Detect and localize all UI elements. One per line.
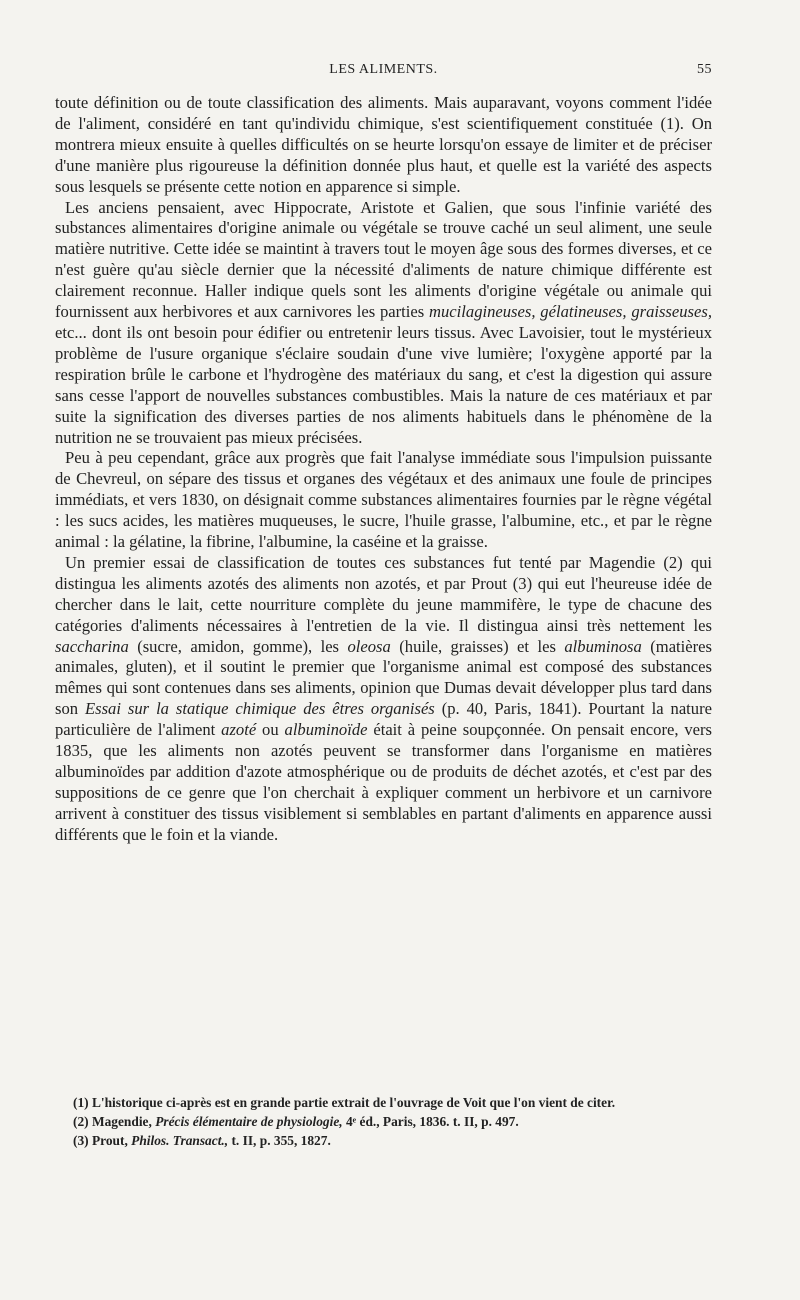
paragraph-4-italic-3: albuminosa	[564, 636, 642, 656]
paragraph-4-italic-4: Essai sur la statique chimique des êtres organisés	[85, 699, 435, 719]
paragraph-4-italic-1: saccharina	[55, 636, 129, 656]
paragraph-4-text-a: Un premier essai de classification de toutes ces substances fut tenté par Magendie (2) qui distingua les aliments azotés des aliments non azotés, et par Prout (3) qui eut l'heureuse idée de chercher dans le lait, cette nourriture complète du jeune mammifère, le type de chacune des catégories d'aliments nécessaires à l'entretien de la vie. Il distingua ainsi très nettement les	[55, 552, 712, 635]
footnote-3	[55, 1131, 712, 1150]
paragraph-4-text-g: était à peine soupçonnée. On pensait encore, vers 1835, que les aliments non azotés peuvent se transformer dans l'organisme en matières albuminoïdes par addition d'azote atmosphérique ou de produits de déchet azotés, et c'est par des suppositions de ce genre que l'on cherchait à expliquer comment un herbivore et un carnivore arrivent à constituer des tissus visiblement si semblables en partant d'aliments en apparence aussi différents que le foin et la viande.	[55, 720, 712, 844]
paragraph-2-text-a: Les anciens pensaient, avec Hippocrate, Aristote et Galien, que sous l'infinie variété des substances alimentaires d'origine animale ou végétale se trouve caché un seul aliment, une seule matière nutritive. Cette idée se maintint à travers tout le moyen âge sous des formes diverses, et ce n'est guère qu'au siècle dernier que la nécessité d'aliments de nature chimique différente est clairement reconnue. Haller indique quels sont les aliments d'origine végétale ou animale qui fournissent aux herbivores et aux carnivores les parties	[55, 197, 712, 322]
paragraph-4-italic-2: oleosa	[347, 636, 391, 656]
paragraph-4	[55, 553, 712, 846]
paragraph-4-text-b: (sucre, amidon, gomme), les	[128, 636, 348, 656]
page-header	[55, 62, 712, 84]
footnote-2	[55, 1112, 712, 1131]
paragraph-4-text-c: (huile, graisses) et les	[390, 636, 565, 656]
paragraph-4-text-d: (matières animales, gluten), et il soutint le premier que l'organisme animal est composé des substances mêmes qui sont contenues dans ses aliments, opinion que Dumas devait développer plus tard dans son	[55, 636, 712, 719]
footnote-2-italic: Précis élémentaire de physiologie,	[155, 1114, 343, 1129]
footnote-2-text-b: 4ᵉ éd., Paris, 1836. t. II, p. 497.	[342, 1114, 519, 1129]
page-number: 55	[697, 62, 712, 77]
footnote-2-text-a: (2) Magendie,	[73, 1114, 156, 1129]
footnote-3-text-b: t. II, p. 355, 1827.	[228, 1133, 331, 1148]
paragraph-4-text-f: ou	[256, 720, 285, 740]
running-title: LES ALIMENTS.	[329, 62, 438, 77]
paragraph-2-text-b: etc... dont ils ont besoin pour édifier ou entretenir leurs tissus. Avec Lavoisier, tout le mystérieux problème de l'usure organique s'éclaire soudain d'une vive lumière; l'oxygène apporté par la respiration brûle le carbone et l'hydrogène des matériaux du sang, et c'est la digestion qui assure sans cesse l'apport de nouvelles substances combustibles. Mais la nature de ces matériaux et par suite la signification des diverses parties de nos aliments habituels dans le phénomène de la nutrition ne se trouvaient pas mieux précisées.	[55, 322, 712, 447]
paragraph-4-italic-6: albuminoïde	[284, 720, 368, 740]
footnote-1: (1) L'historique ci-après est en grande partie extrait de l'ouvrage de Voit que l'on vient de citer.	[73, 1095, 616, 1110]
footnote-3-italic: Philos. Transact.,	[131, 1133, 229, 1148]
paragraph-2	[55, 198, 712, 449]
paragraph-4-italic-5: azoté	[221, 720, 257, 740]
body-text	[55, 93, 712, 846]
paragraph-4-text-e: (p. 40, Paris, 1841). Pourtant la nature particulière de l'aliment	[55, 699, 712, 740]
footnotes	[55, 1093, 712, 1150]
paragraph-2-italic-1: mucilagineuses, gélatineuses, graisseuses,	[429, 302, 712, 322]
paragraph-3: Peu à peu cependant, grâce aux progrès que fait l'analyse immédiate sous l'impulsion puissante de Chevreul, on sépare des tissus et organes des végétaux et des animaux une foule de principes immédiats, et vers 1830, on désignait comme substances alimentaires fournies par le règne végétal : les sucs acides, les matières muqueuses, le sucre, l'huile grasse, l'albumine, etc., et par le règne animal : la gélatine, la fibrine, l'albumine, la caséine et la graisse.	[55, 448, 712, 552]
footnote-3-text-a: (3) Prout,	[73, 1133, 132, 1148]
paragraph-1: toute définition ou de toute classification des aliments. Mais auparavant, voyons comment l'idée de l'aliment, considéré en tant qu'individu chimique, s'est scientifiquement constituée (1). On montrera mieux ensuite à quelles difficultés on se heurte lorsqu'on essaye de limiter et de préciser d'une manière plus rigoureuse la définition donnée plus haut, et quelle est la variété des aspects sous lesquels se présente cette notion en apparence si simple.	[55, 93, 712, 196]
